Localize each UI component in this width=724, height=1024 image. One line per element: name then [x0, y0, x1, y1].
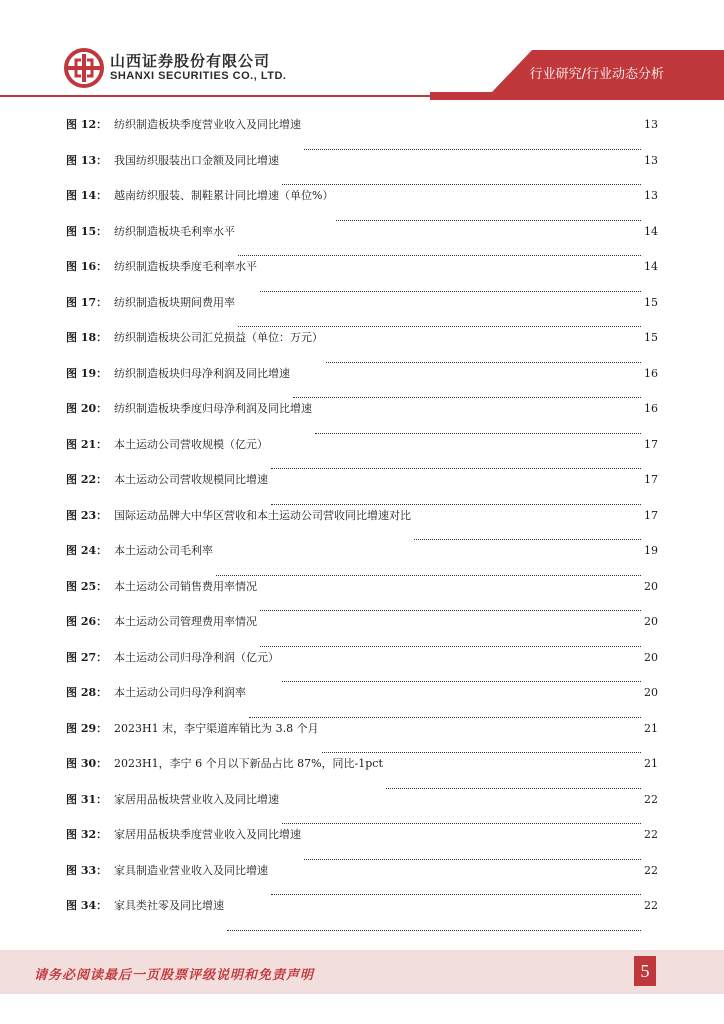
toc-entry-number: 图 18： — [66, 331, 108, 344]
toc-leader-dots — [238, 325, 641, 327]
toc-leader-dots — [249, 716, 641, 718]
toc-entry-page: 22 — [644, 828, 658, 841]
toc-entry-title: 国际运动品牌大中华区营收和本土运动公司营收同比增速对比 — [114, 508, 411, 522]
toc-entry-number: 图 30： — [66, 757, 108, 770]
toc-entry[interactable] — [66, 154, 658, 190]
toc-entry-page: 19 — [644, 544, 658, 557]
toc-entry[interactable] — [66, 722, 658, 758]
toc-entry-page: 17 — [644, 473, 658, 486]
page-footer — [0, 950, 724, 994]
toc-entry-page: 15 — [644, 295, 658, 309]
toc-entry-page: 20 — [644, 579, 658, 593]
toc-entry[interactable] — [66, 757, 658, 793]
toc-entry-title: 本土运动公司营收规模（亿元） — [114, 437, 268, 451]
toc-entry-page: 20 — [644, 686, 658, 699]
toc-entry-number: 图 27： — [66, 650, 108, 664]
toc-entry[interactable] — [66, 367, 658, 403]
toc-entry-page: 13 — [644, 118, 658, 131]
toc-entry-number: 图 21： — [66, 437, 108, 451]
toc-entry-title: 家居用品板块季度营业收入及同比增速 — [114, 828, 301, 841]
page-header — [0, 0, 724, 100]
toc-entry-title: 本土运动公司管理费用率情况 — [114, 615, 257, 628]
toc-entry-title: 纺织制造板块期间费用率 — [114, 295, 235, 309]
toc-entry-number: 图 26： — [66, 615, 108, 628]
toc-leader-dots — [282, 183, 641, 185]
figure-list — [66, 118, 658, 935]
toc-entry-page: 14 — [644, 260, 658, 273]
page-number: 5 — [634, 956, 656, 986]
toc-entry-number: 图 32： — [66, 828, 108, 841]
company-name-en: SHANXI SECURITIES CO., LTD. — [110, 70, 287, 82]
toc-entry-page: 17 — [644, 437, 658, 451]
toc-entry[interactable] — [66, 580, 658, 616]
toc-entry[interactable] — [66, 793, 658, 829]
toc-entry-page: 15 — [644, 331, 658, 344]
toc-entry-page: 22 — [644, 899, 658, 912]
toc-entry-number: 图 15： — [66, 224, 108, 238]
toc-entry-title: 纺织制造板块归母净利润及同比增速 — [114, 366, 290, 380]
toc-entry-page: 20 — [644, 650, 658, 664]
toc-entry-number: 图 22： — [66, 473, 108, 486]
toc-entry-page: 17 — [644, 508, 658, 522]
toc-leader-dots — [336, 219, 641, 221]
header-banner — [0, 0, 724, 100]
toc-entry[interactable] — [66, 651, 658, 687]
toc-entry-title: 我国纺织服装出口金额及同比增速 — [114, 153, 279, 167]
toc-entry[interactable] — [66, 828, 658, 864]
toc-entry[interactable] — [66, 402, 658, 438]
toc-entry[interactable] — [66, 260, 658, 296]
shanxi-securities-logo-icon — [64, 48, 104, 88]
toc-entry[interactable] — [66, 615, 658, 651]
report-category: 行业研究/行业动态分析 — [529, 67, 664, 82]
toc-entry-page: 16 — [644, 402, 658, 415]
toc-entry-title: 家具制造业营业收入及同比增速 — [114, 863, 268, 877]
toc-leader-dots — [216, 574, 641, 576]
toc-entry-title: 纺织制造板块季度毛利率水平 — [114, 260, 257, 273]
toc-entry[interactable] — [66, 899, 658, 935]
toc-leader-dots — [282, 822, 641, 824]
toc-entry-title: 纺织制造板块毛利率水平 — [114, 224, 235, 238]
toc-entry-title: 纺织制造板块季度归母净利润及同比增速 — [114, 402, 312, 415]
toc-entry-title: 本土运动公司毛利率 — [114, 544, 213, 557]
toc-entry-number: 图 23： — [66, 508, 108, 522]
toc-entry-number: 图 12： — [66, 118, 108, 131]
toc-entry[interactable] — [66, 296, 658, 332]
toc-entry-number: 图 16： — [66, 260, 108, 273]
toc-entry[interactable] — [66, 509, 658, 545]
toc-entry-page: 20 — [644, 615, 658, 628]
toc-leader-dots — [304, 148, 641, 150]
toc-leader-dots — [260, 290, 641, 292]
toc-entry[interactable] — [66, 544, 658, 580]
toc-entry[interactable] — [66, 331, 658, 367]
toc-entry-number: 图 25： — [66, 579, 108, 593]
toc-leader-dots — [304, 858, 641, 860]
toc-entry-title: 家居用品板块营业收入及同比增速 — [114, 792, 279, 806]
toc-leader-dots — [386, 787, 641, 789]
toc-entry[interactable] — [66, 189, 658, 225]
toc-leader-dots — [227, 929, 641, 931]
toc-entry[interactable] — [66, 473, 658, 509]
toc-entry[interactable] — [66, 225, 658, 261]
toc-entry-number: 图 13： — [66, 153, 108, 167]
toc-entry-title: 2023H1 末，李宁渠道库销比为 3.8 个月 — [114, 721, 319, 735]
toc-leader-dots — [260, 609, 641, 611]
toc-leader-dots — [282, 680, 641, 682]
toc-entry-number: 图 29： — [66, 721, 108, 735]
toc-entry-number: 图 14： — [66, 189, 108, 202]
toc-entry-page: 21 — [644, 721, 658, 735]
toc-entry-number: 图 24： — [66, 544, 108, 557]
toc-leader-dots — [260, 645, 641, 647]
toc-entry-title: 本土运动公司归母净利润率 — [114, 686, 246, 699]
toc-entry-number: 图 33： — [66, 863, 108, 877]
toc-entry-page: 16 — [644, 366, 658, 380]
toc-leader-dots — [271, 503, 641, 505]
toc-entry-number: 图 19： — [66, 366, 108, 380]
toc-entry-number: 图 20： — [66, 402, 108, 415]
toc-leader-dots — [238, 254, 641, 256]
toc-leader-dots — [293, 396, 641, 398]
toc-leader-dots — [414, 538, 641, 540]
toc-entry-title: 本土运动公司销售费用率情况 — [114, 579, 257, 593]
toc-entry[interactable] — [66, 438, 658, 474]
toc-entry-title: 本土运动公司营收规模同比增速 — [114, 473, 268, 486]
toc-entry[interactable] — [66, 864, 658, 900]
toc-entry-page: 22 — [644, 863, 658, 877]
toc-entry[interactable] — [66, 686, 658, 722]
toc-leader-dots — [322, 751, 641, 753]
toc-entry-title: 本土运动公司归母净利润（亿元） — [114, 650, 279, 664]
toc-entry-page: 14 — [644, 224, 658, 238]
toc-entry-number: 图 17： — [66, 295, 108, 309]
toc-entry[interactable] — [66, 118, 658, 154]
toc-leader-dots — [271, 893, 641, 895]
company-name-cn: 山西证券股份有限公司 — [110, 52, 271, 70]
toc-leader-dots — [315, 432, 641, 434]
toc-entry-number: 图 28： — [66, 686, 108, 699]
toc-entry-page: 13 — [644, 153, 658, 167]
toc-entry-title: 2023H1，李宁 6 个月以下新品占比 87%，同比-1pct — [114, 757, 383, 770]
toc-entry-number: 图 34： — [66, 899, 108, 912]
toc-entry-page: 13 — [644, 189, 658, 202]
toc-entry-title: 纺织制造板块季度营业收入及同比增速 — [114, 118, 301, 131]
toc-entry-title: 纺织制造板块公司汇兑损益（单位：万元） — [114, 331, 323, 344]
toc-entry-title: 家具类社零及同比增速 — [114, 899, 224, 912]
toc-entry-number: 图 31： — [66, 792, 108, 806]
disclaimer-text: 请务必阅读最后一页股票评级说明和免责声明 — [34, 968, 315, 983]
toc-entry-page: 22 — [644, 792, 658, 806]
toc-entry-title: 越南纺织服装、制鞋累计同比增速（单位%） — [114, 189, 334, 202]
toc-entry-page: 21 — [644, 757, 658, 770]
toc-leader-dots — [326, 361, 641, 363]
toc-leader-dots — [271, 467, 641, 469]
